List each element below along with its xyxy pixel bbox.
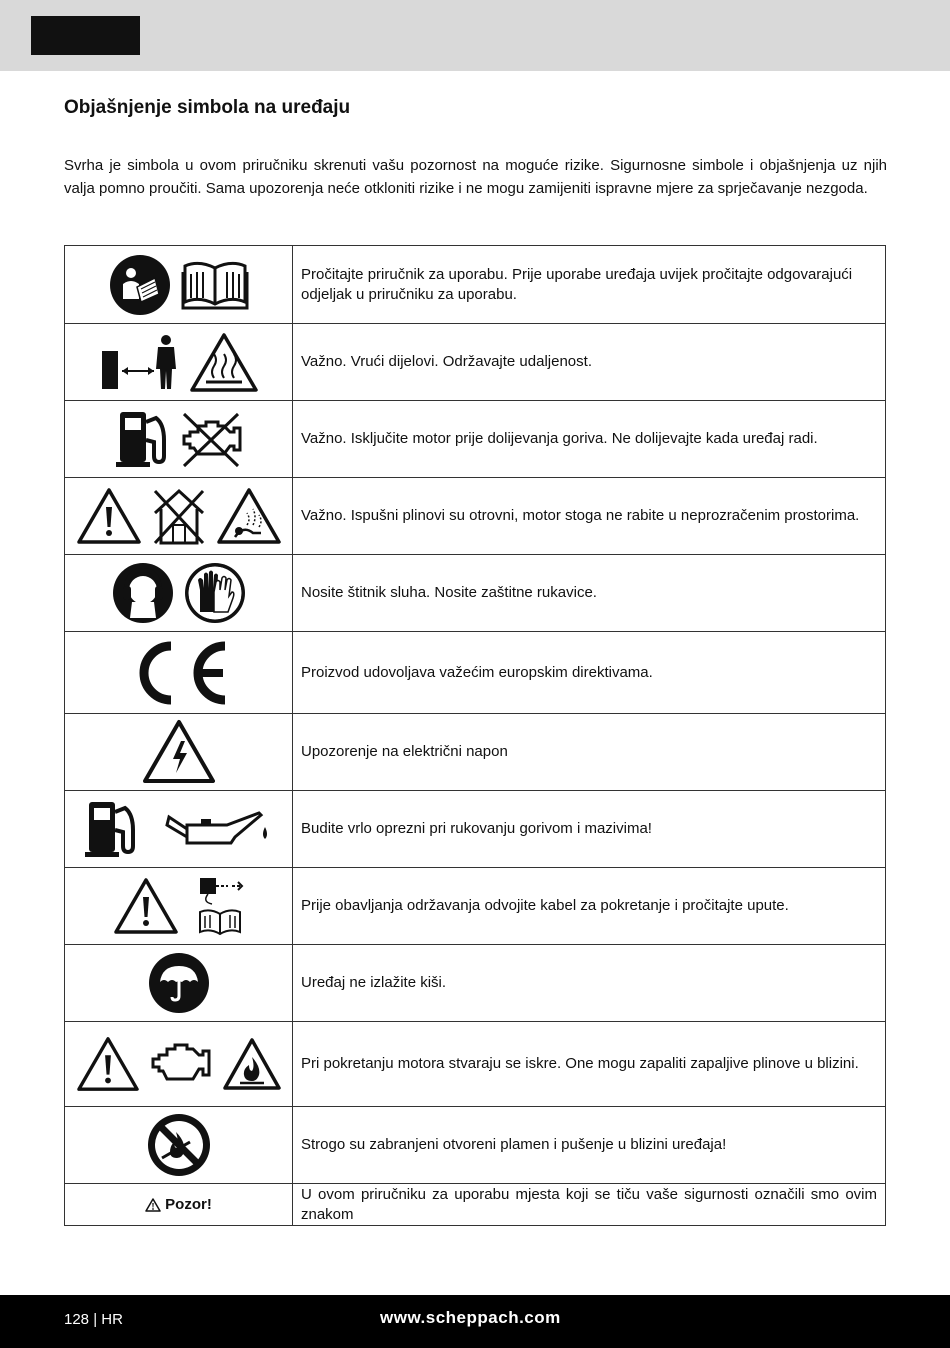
symbol-description: Važno. Ispušni plinovi su otrovni, motor stoga ne rabite u neprozračenim prostorima. bbox=[293, 478, 886, 555]
symbol-cell bbox=[65, 791, 293, 868]
table-row bbox=[65, 324, 886, 401]
engine-icon bbox=[149, 1041, 213, 1087]
ce-mark-icon bbox=[129, 640, 229, 706]
symbol-description: U ovom priručniku za uporabu mjesta koji se tiču vaše sigurnosti označili smo ovim znakom bbox=[293, 1184, 886, 1226]
warning-icon bbox=[114, 877, 178, 935]
symbol-description: Važno. Isključite motor prije dolijevanja goriva. Ne dolijevajte kada uređaj radi. bbox=[293, 401, 886, 478]
table-row bbox=[65, 714, 886, 791]
no-open-flame-icon bbox=[146, 1112, 212, 1178]
website-url: www.scheppach.com bbox=[380, 1308, 561, 1327]
symbol-cell bbox=[65, 246, 293, 324]
warning-icon bbox=[77, 1035, 139, 1093]
symbol-cell bbox=[65, 1184, 293, 1226]
no-indoor-use-icon bbox=[151, 487, 207, 545]
symbol-cell bbox=[65, 1107, 293, 1184]
table-row bbox=[65, 555, 886, 632]
electric-voltage-icon bbox=[143, 719, 215, 785]
symbol-description: Nosite štitnik sluha. Nosite zaštitne rukavice. bbox=[293, 555, 886, 632]
footer-bar bbox=[0, 1295, 950, 1348]
keep-distance-icon bbox=[100, 333, 180, 391]
table-row bbox=[65, 478, 886, 555]
symbol-cell bbox=[65, 1022, 293, 1107]
symbol-description: Pri pokretanju motora stvaraju se iskre. One mogu zapaliti zapaljive plinove u blizini. bbox=[293, 1022, 886, 1107]
symbol-description: Važno. Vrući dijelovi. Održavajte udaljenost. bbox=[293, 324, 886, 401]
header-bar bbox=[0, 0, 950, 71]
pozor-label: Pozor! bbox=[165, 1196, 212, 1213]
symbol-cell bbox=[65, 945, 293, 1022]
symbol-description: Upozorenje na električni napon bbox=[293, 714, 886, 791]
symbol-description: Uređaj ne izlažite kiši. bbox=[293, 945, 886, 1022]
table-row bbox=[65, 1184, 886, 1226]
intro-paragraph: Svrha je simbola u ovom priručniku skrenuti vašu pozornost na moguće rizike. Sigurnosne simbole i objašnjenja uz njih valja pomno proučiti. Sama upozorenja neće otkloniti rizike i ne mogu zamijeniti ispravne mjere za sprječavanje nezgoda. bbox=[64, 157, 887, 197]
table-row bbox=[65, 246, 886, 324]
symbol-cell bbox=[65, 555, 293, 632]
oil-can-icon bbox=[165, 803, 273, 855]
symbol-cell bbox=[65, 401, 293, 478]
fuel-pump-icon bbox=[85, 800, 139, 858]
page-number: 128 | HR bbox=[64, 1311, 123, 1328]
symbol-cell bbox=[65, 868, 293, 945]
table-row bbox=[65, 945, 886, 1022]
symbol-table bbox=[64, 245, 886, 1226]
read-manual-icon bbox=[109, 254, 171, 316]
table-row bbox=[65, 1022, 886, 1107]
flammable-icon bbox=[223, 1037, 281, 1091]
symbol-cell bbox=[65, 324, 293, 401]
table-row bbox=[65, 791, 886, 868]
symbol-description: Proizvod udovoljava važećim europskim direktivama. bbox=[293, 632, 886, 714]
table-row bbox=[65, 868, 886, 945]
symbol-description: Prije obavljanja održavanja odvojite kabel za pokretanje i pročitajte upute. bbox=[293, 868, 886, 945]
open-book-icon bbox=[181, 258, 249, 312]
symbol-description: Strogo su zabranjeni otvoreni plamen i pušenje u blizini uređaja! bbox=[293, 1107, 886, 1184]
symbol-cell bbox=[65, 632, 293, 714]
fuel-pump-icon bbox=[116, 410, 170, 468]
table-row bbox=[65, 401, 886, 478]
symbol-cell bbox=[65, 714, 293, 791]
warning-icon bbox=[145, 1198, 161, 1212]
symbol-description: Budite vrlo oprezni pri rukovanju gorivom i mazivima! bbox=[293, 791, 886, 868]
symbol-description: Pročitajte priručnik za uporabu. Prije uporabe uređaja uvijek pročitajte odgovarajući odjeljak u priručniku za uporabu. bbox=[293, 246, 886, 324]
symbol-cell bbox=[65, 478, 293, 555]
disconnect-plug-manual-icon bbox=[198, 876, 244, 936]
table-row bbox=[65, 632, 886, 714]
table-row bbox=[65, 1107, 886, 1184]
umbrella-icon bbox=[148, 952, 210, 1014]
hot-surface-icon bbox=[190, 332, 258, 392]
toxic-fumes-icon bbox=[217, 487, 281, 545]
warning-icon bbox=[77, 487, 141, 545]
ear-protection-icon bbox=[112, 562, 174, 624]
page-title: Objašnjenje simbola na uređaju bbox=[64, 97, 351, 118]
gloves-icon bbox=[184, 562, 246, 624]
engine-off-icon bbox=[180, 410, 242, 468]
brand-logo bbox=[31, 16, 140, 55]
